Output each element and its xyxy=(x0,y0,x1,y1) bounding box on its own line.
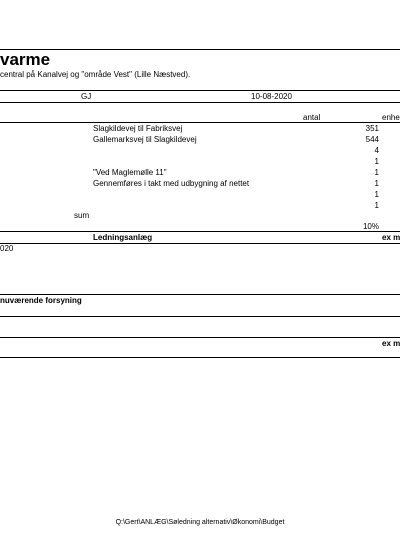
column-header-enhed: enhe xyxy=(382,113,400,122)
divider xyxy=(0,122,400,123)
footer-file-path: Q:\Gert\ANLÆG\Søledning alternativ\Økonomi\Budget xyxy=(115,519,285,526)
divider xyxy=(0,49,400,50)
column-header-antal: antal xyxy=(303,113,321,122)
divider xyxy=(0,337,400,338)
row-antal: 351 xyxy=(365,124,379,133)
section-right-label: ex m xyxy=(382,339,400,348)
row-antal: 1 xyxy=(374,190,379,199)
sum-label: sum xyxy=(74,211,90,220)
row-antal: 1 xyxy=(374,168,379,177)
section-label-forsyning: nuværende forsyning xyxy=(0,296,82,305)
document-date: 10-08-2020 xyxy=(251,92,292,101)
divider xyxy=(0,357,400,358)
divider xyxy=(0,231,400,232)
divider xyxy=(0,243,400,244)
document-title: varme xyxy=(0,50,51,69)
row-antal: 544 xyxy=(365,135,379,144)
section-label-ledningsanlaeg: Ledningsanlæg xyxy=(93,233,153,242)
section-right-label: ex m xyxy=(382,233,400,242)
row-antal: 1 xyxy=(374,201,379,210)
divider xyxy=(0,294,400,295)
divider xyxy=(0,102,400,103)
row-description: Slagkildevej til Fabriksvej xyxy=(93,124,183,133)
row-description: Gennemføres i takt med udbygning af nettet xyxy=(93,179,250,188)
initials: GJ xyxy=(81,92,92,101)
percent-value: 10% xyxy=(362,222,379,231)
row-antal: 1 xyxy=(374,157,379,166)
divider xyxy=(0,316,400,317)
row-description: Gallemarksvej til Slagkildevej xyxy=(93,135,197,144)
date-fragment: 020 xyxy=(0,244,14,253)
row-antal: 4 xyxy=(374,146,379,155)
divider xyxy=(0,90,400,91)
row-description: "Ved Maglemølle 11" xyxy=(93,168,167,177)
document-subtitle: central på Kanalvej og "område Vest" (Lille Næstved). xyxy=(0,70,191,79)
row-antal: 1 xyxy=(374,179,379,188)
